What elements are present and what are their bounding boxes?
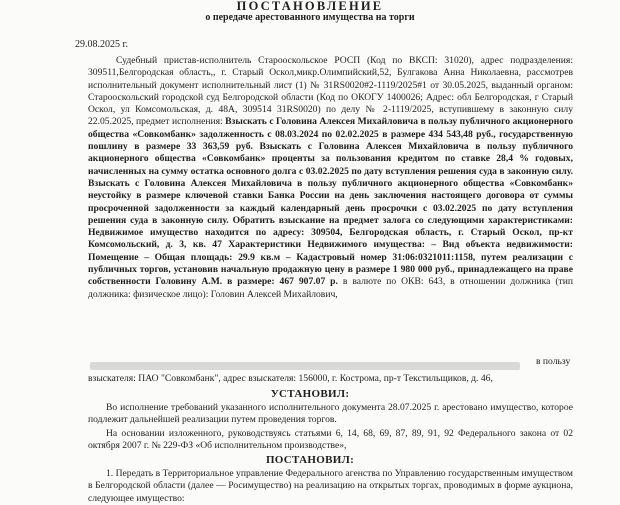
claimant-text: взыскателя: ПАО "Совкомбанк", адрес взыскателя: 156000, г. Кострома, пр-т Текстильщиков, д. 46,	[88, 373, 493, 384]
heading-postanovil: ПОСТАНОВИЛ:	[265, 454, 355, 466]
intro-tail-text: в валюте по ОКВ: 643, в отношении должника (тип должника: физическое лицо): Головин Алексей Михайлович,	[88, 276, 573, 300]
intro-text: Судебный пристав-исполнитель Старооскольское РОСП (Код по ВКСП: 31020), адрес подразделения: 309511,Белгородская область,, г. Старый Оскол,микр.Олимпийский,52, Булгакова Анна Николаевна, рассмотрев исполнительный документ исполнительный лист (1) № 31RS0020#2-1119/2025#1 от 30.05.2025, выданный органом: Старооскольский городской суд Белгородской области (Код по ОКОГУ 1400026; Адрес: обл Белгородская, г Старый Оскол, ул Комсомольская, д. 48А, 309514 31RS0020) по делу № 2-1119/2025, вступившему в законную силу 22.05.2025, предмет исполнения:	[88, 55, 573, 128]
intro-end-text: в пользу	[536, 356, 571, 367]
paragraph-transfer: 1. Передать в Территориальное управление Федерального агенства по Управлению государственным имуществом в Белгородской области (далее — Росимущество) на реализацию на открытых торгах, проводимых в форме аукциона, следующее имущество:	[88, 468, 573, 504]
document-title: ПОСТАНОВЛЕНИЕ	[236, 0, 384, 13]
paragraph-intro	[88, 55, 573, 301]
paragraph-arrest: Во исполнение требований указанного исполнительного документа 28.07.2025 г. арестовано имущество, которое подлежит дальнейшей реализации путем проведения торгов.	[88, 402, 573, 426]
document-subtitle: о передаче арестованного имущества на торги	[205, 12, 415, 23]
document-date: 29.08.2025 г.	[75, 39, 128, 50]
heading-ustanovil: УСТАНОВИЛ:	[270, 388, 350, 400]
paragraph-basis: На основании изложенного, руководствуясь статьями 6, 14, 68, 69, 87, 89, 91, 92 Федерального закона от 02 октября 2007 г. № 229-ФЗ «Об исполнительном производстве»,	[88, 428, 573, 452]
redaction-bar	[90, 362, 520, 370]
intro-subject-text: Взыскать с Головина Алексея Михайловича в пользу публичного акционерного общества «Совкомбанк» задолженность с 08.03.2024 по 02.02.2025 в размере 434 543,48 руб., государственную пошлину в размере 33 363,59 руб. Взыскать с Головина Алексея Михайловича в пользу публичного акционерного общества «Совкомбанк» проценты за пользования кредитом по ставке 28,4 % годовых, начисленных на сумму остатка основного долга с 03.02.2025 по дату вступления решения суда в законную силу. Взыскать с Головина Алексея Михайловича в пользу публичного акционерного общества «Совкомбанк» неустойку в размере ключевой ставки Банка России на день заключения настоящего договора от суммы просроченной задолженности за каждый календарный день просрочки с 03.02.2025 по дату вступления решения суда в законную силу. Обратить взыскание на предмет залога со следующими характеристиками: Недвижимое имущество находится по адресу: 309504, Белгородская область, г. Старый Оскол, пр-кт Комсомольский, д. 3, кв. 47 Характеристики Недвижимого имущества: – Вид объекта недвижимости: Помещение – Общая площадь: 29.9 кв.м – Кадастровый номер 31:06:0321011:1158, путем реализации с публичных торгов, установив начальную продажную цену в размере 1 980 000 руб., принадлежащего на праве собственности Головину А.М. в размере: 467 907.07 р.	[88, 116, 573, 288]
